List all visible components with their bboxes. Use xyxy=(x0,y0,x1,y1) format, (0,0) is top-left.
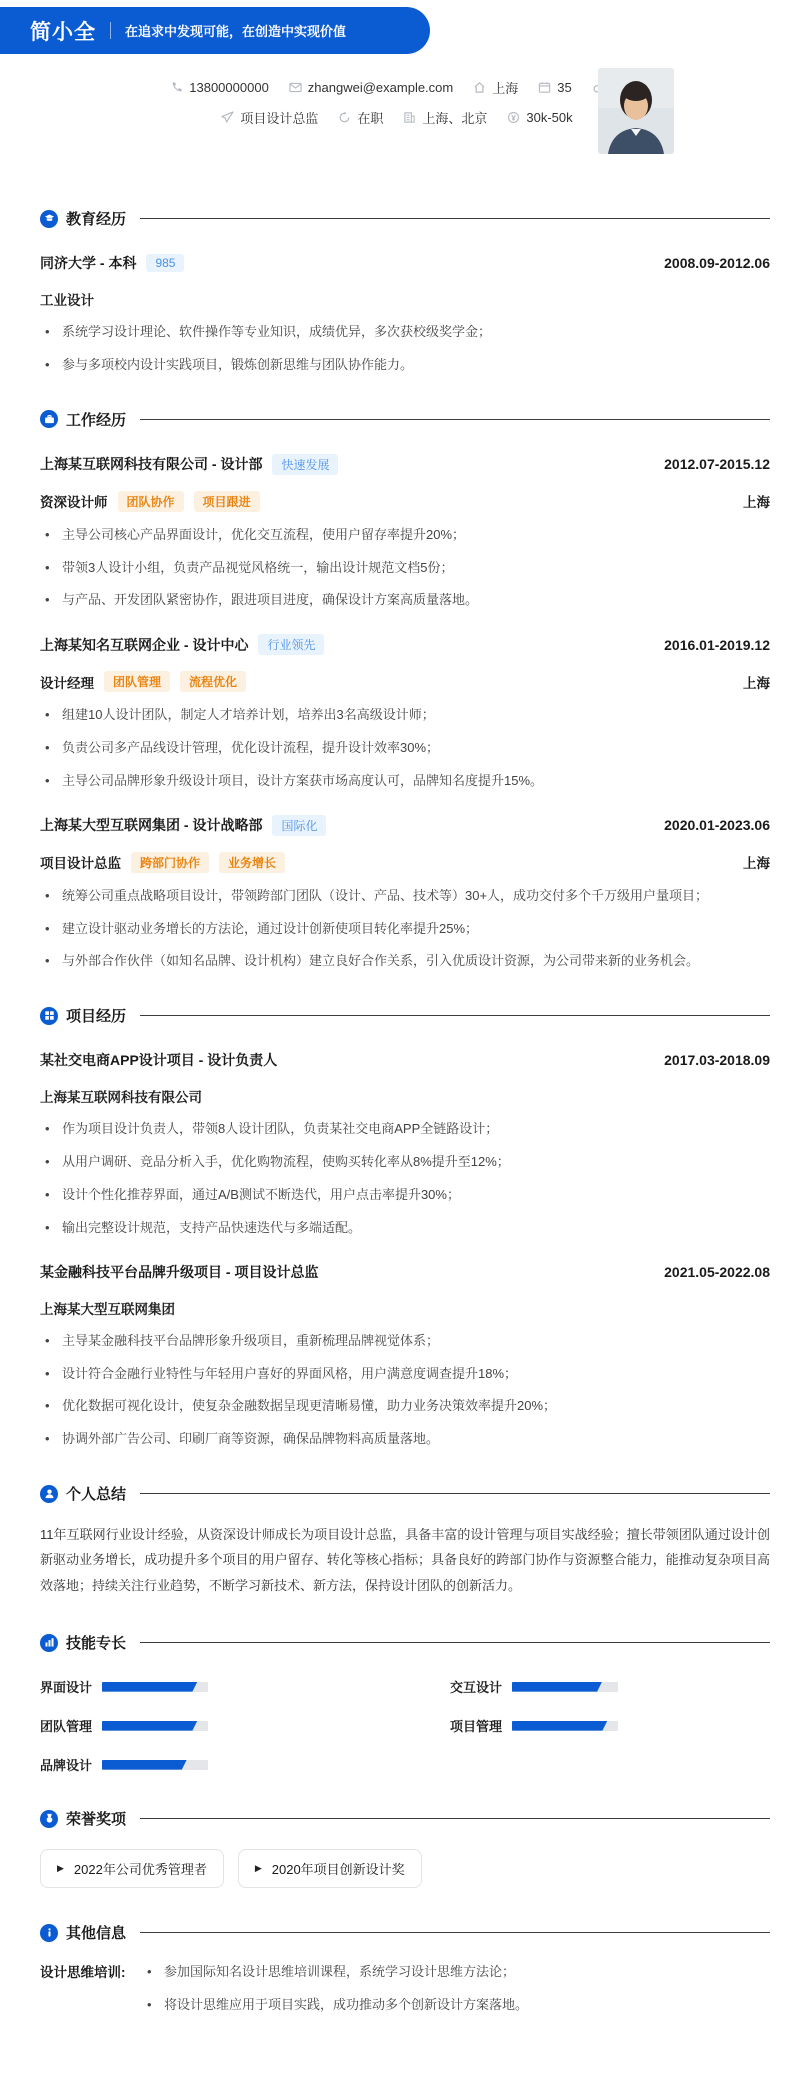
bullet-item: • 设计个性化推荐界面，通过A/B测试不断迭代，用户点击率提升30%； xyxy=(40,1186,770,1205)
bullet-item: • 参与多项校内设计实践项目，锻炼创新思维与团队协作能力。 xyxy=(40,356,770,375)
date-range: 2012.07-2015.12 xyxy=(664,456,770,473)
contact-text: zhangwei@example.com xyxy=(307,79,454,95)
project-company: 上海某互联网科技有限公司 xyxy=(40,1090,202,1106)
bullet-item: • 参加国际知名设计思维培训课程，系统学习设计思维方法论； xyxy=(142,1963,770,1982)
project-item-header xyxy=(40,1050,770,1070)
work-item-header xyxy=(40,634,770,655)
position-icon xyxy=(221,111,234,124)
contact-block xyxy=(0,54,794,174)
awards-list xyxy=(40,1849,770,1888)
bullet-item: • 作为项目设计负责人，带领8人设计团队，负责某社交电商APP全链路设计； xyxy=(40,1120,770,1139)
expand-arrow-icon: ▶ xyxy=(57,1863,64,1874)
section-title: 项目经历 xyxy=(66,1008,127,1026)
bullet-item: • 与产品、开发团队紧密协作，跟进项目进度，确保设计方案高质量落地。 xyxy=(40,591,770,610)
section-header xyxy=(40,1005,770,1026)
mail-icon xyxy=(289,81,302,94)
skill-label: 交互设计 xyxy=(450,1680,503,1696)
bullet-item: • 统筹公司重点战略项目设计，带领跨部门团队（设计、产品、技术等）30+人，成功交付多个千万级用户量项目； xyxy=(40,887,770,906)
job-title-text: 项目设计总监 xyxy=(40,856,121,872)
contact-item xyxy=(338,108,383,127)
skill-item xyxy=(40,1755,360,1774)
section-header xyxy=(40,208,770,229)
work-icon xyxy=(40,410,58,428)
project-name: 某社交电商APP设计项目 - 设计负责人 xyxy=(40,1052,278,1069)
section-title: 个人总结 xyxy=(66,1486,127,1504)
contact-text: 30k-50k xyxy=(526,109,573,125)
work-item-subheader xyxy=(40,491,770,512)
contact-item xyxy=(221,108,318,127)
contact-text: 13800000000 xyxy=(189,79,269,95)
section-rule xyxy=(140,1493,770,1494)
job-title xyxy=(40,671,246,692)
other-info-label: 设计思维培训: xyxy=(40,1965,126,1981)
contact-text: 上海 xyxy=(492,80,519,96)
job-location: 上海 xyxy=(743,856,770,872)
job-title-text: 设计经理 xyxy=(40,675,94,691)
date-range: 2020.01-2023.06 xyxy=(664,817,770,834)
skill-label: 项目管理 xyxy=(450,1719,503,1735)
bullet-item: • 设计符合金融行业特性与年轻用户喜好的界面风格，用户满意度调查提升18%； xyxy=(40,1365,770,1384)
job-tag: 业务增长 xyxy=(219,852,285,873)
section-title: 其他信息 xyxy=(66,1925,127,1943)
skill-label: 团队管理 xyxy=(40,1719,93,1735)
section-title: 教育经历 xyxy=(66,211,127,228)
company-name: 上海某大型互联网集团 - 设计战略部 xyxy=(40,817,263,834)
profile-photo xyxy=(598,68,674,154)
info-icon xyxy=(40,1924,58,1942)
award-item[interactable] xyxy=(238,1849,422,1888)
job-tag: 流程优化 xyxy=(180,671,246,692)
brand-name: 简小全 xyxy=(30,20,96,44)
job-location: 上海 xyxy=(743,675,770,691)
contact-text: 在职 xyxy=(357,110,384,126)
contact-item xyxy=(507,110,572,125)
company-badge: 快速发展 xyxy=(272,454,338,475)
section-title: 技能专长 xyxy=(66,1635,127,1653)
section-rule xyxy=(140,1015,770,1016)
bullet-list xyxy=(40,1120,770,1237)
date-range: 2017.03-2018.09 xyxy=(664,1052,770,1069)
work-item-subheader xyxy=(40,852,770,873)
work-item-header xyxy=(40,815,770,836)
date-range: 2021.05-2022.08 xyxy=(664,1263,770,1280)
skill-bar-track xyxy=(512,1682,618,1692)
bullet-item: • 主导公司品牌形象升级设计项目，设计方案获市场高度认可，品牌知名度提升15%。 xyxy=(40,772,770,791)
bullet-item: • 负责公司多产品线设计管理，优化设计流程，提升设计效率30%； xyxy=(40,739,770,758)
work-item-subheader xyxy=(40,671,770,692)
section-header xyxy=(40,1632,770,1653)
brand-tagline: 在追求中发现可能，在创造中实现价值 xyxy=(125,24,347,39)
award-label: 2022年公司优秀管理者 xyxy=(73,1862,207,1878)
contact-item xyxy=(538,80,571,95)
work-item-header xyxy=(40,454,770,475)
work-item-left xyxy=(40,454,338,475)
contact-item xyxy=(170,80,269,95)
skill-item xyxy=(450,1677,770,1696)
home-icon xyxy=(473,81,486,94)
work-item-left xyxy=(40,815,326,836)
other-info-row xyxy=(40,1963,770,2015)
skill-label: 界面设计 xyxy=(40,1680,93,1696)
school-badge: 985 xyxy=(146,254,184,272)
summary-text: 11年互联网行业设计经验，从资深设计师成长为项目设计总监，具备丰富的设计管理与项目实战经验；擅长带领团队通过设计创新驱动业务增长，成功提升多个项目的用户留存、转化等核心指标；具备良好的跨部门协作与资源整合能力，能推动复杂项目高效落地；持续关注行业趋势，不断学习新技术、新方法，保持设计团队的创新活力。 xyxy=(40,1527,770,1593)
bullet-item: • 将设计思维应用于项目实践，成功推动多个创新设计方案落地。 xyxy=(142,1996,770,2015)
job-tag: 跨部门协作 xyxy=(131,852,209,873)
education-icon xyxy=(40,210,58,228)
contact-item xyxy=(289,80,453,95)
expand-arrow-icon: ▶ xyxy=(254,1863,262,1874)
school-name: 同济大学 - 本科 xyxy=(40,255,137,271)
contact-text: 上海、北京 xyxy=(422,110,488,126)
section-rule xyxy=(140,419,770,420)
salary-icon xyxy=(507,111,520,124)
bullet-item: • 建立设计驱动业务增长的方法论，通过设计创新使项目转化率提升25%； xyxy=(40,920,770,939)
bullet-list xyxy=(40,706,770,791)
skill-bar-fill xyxy=(102,1682,197,1692)
phone-icon xyxy=(170,81,183,94)
contact-item xyxy=(473,78,518,97)
bullet-item: • 协调外部广告公司、印刷厂商等资源，确保品牌物料高质量落地。 xyxy=(40,1430,770,1449)
section-header xyxy=(40,1483,770,1504)
date-range: 2016.01-2019.12 xyxy=(664,636,770,653)
section-rule xyxy=(140,1642,770,1643)
contact-text: 35 xyxy=(557,79,572,95)
section-rule xyxy=(140,1818,770,1819)
bullet-item: • 系统学习设计理论、软件操作等专业知识，成绩优异，多次获校级奖学金； xyxy=(40,323,770,342)
skills-grid xyxy=(40,1657,770,1774)
bullet-item: • 主导某金融科技平台品牌形象升级项目，重新梳理品牌视觉体系； xyxy=(40,1332,770,1351)
city-icon xyxy=(403,111,416,124)
job-tag: 团队管理 xyxy=(104,671,170,692)
project-item-header xyxy=(40,1262,770,1282)
company-badge: 行业领先 xyxy=(258,634,324,655)
skill-label: 品牌设计 xyxy=(40,1758,93,1774)
work-item-left xyxy=(40,634,324,655)
job-location: 上海 xyxy=(743,495,770,511)
brand-banner xyxy=(0,7,430,54)
bullet-list xyxy=(40,887,770,972)
company-badge: 国际化 xyxy=(272,815,326,836)
bullet-item: • 输出完整设计规范，支持产品快速迭代与多端适配。 xyxy=(40,1219,770,1238)
bullet-list xyxy=(40,323,770,375)
skill-bar-fill xyxy=(102,1760,187,1770)
project-company: 上海某大型互联网集团 xyxy=(40,1301,175,1317)
bullet-item: • 主导公司核心产品界面设计，优化交互流程，使用户留存率提升20%； xyxy=(40,526,770,545)
job-tag: 团队协作 xyxy=(118,491,184,512)
bullet-item: • 带领3人设计小组，负责产品视觉风格统一，输出设计规范文档5份； xyxy=(40,559,770,578)
skill-item xyxy=(40,1677,360,1696)
company-name: 上海某知名互联网企业 - 设计中心 xyxy=(40,636,249,653)
section-title: 工作经历 xyxy=(66,411,127,429)
job-title xyxy=(40,491,260,512)
contact-row-1 xyxy=(0,78,794,96)
section-rule xyxy=(140,218,770,219)
award-label: 2020年项目创新设计奖 xyxy=(271,1862,405,1878)
job-title-text: 资深设计师 xyxy=(40,495,108,511)
section-header xyxy=(40,1808,770,1829)
honor-icon xyxy=(40,1810,58,1828)
skill-bar-fill xyxy=(512,1682,602,1692)
education-item-left xyxy=(40,253,184,273)
section-rule xyxy=(140,1932,770,1933)
project-icon xyxy=(40,1007,58,1025)
resume-page xyxy=(0,7,794,2075)
job-tag: 项目跟进 xyxy=(194,491,260,512)
bullet-item: • 优化数据可视化设计，使复杂金融数据呈现更清晰易懂，助力业务决策效率提升20%； xyxy=(40,1397,770,1416)
section-title: 荣誉奖项 xyxy=(66,1811,127,1829)
section-header xyxy=(40,1922,770,1943)
major-name: 工业设计 xyxy=(40,293,94,308)
bullet-item: • 从用户调研、竞品分析入手，优化购物流程，使购买转化率从8%提升至12%； xyxy=(40,1153,770,1172)
contact-item xyxy=(403,108,487,127)
resume-sections xyxy=(0,208,794,2075)
date-range: 2008.09-2012.06 xyxy=(664,255,770,271)
job-title xyxy=(40,852,285,873)
age-icon xyxy=(538,81,551,94)
education-item-header xyxy=(40,253,770,273)
project-name: 某金融科技平台品牌升级项目 - 项目设计总监 xyxy=(40,1263,319,1280)
bullet-list xyxy=(40,1332,770,1449)
bullet-item: • 组建10人设计团队，制定人才培养计划，培养出3名高级设计师； xyxy=(40,706,770,725)
skill-bar-track xyxy=(102,1760,208,1770)
section-header xyxy=(40,409,770,430)
contact-row-2 xyxy=(0,108,794,126)
skills-icon xyxy=(40,1634,58,1652)
bullet-list xyxy=(40,526,770,611)
bullet-list xyxy=(142,1963,770,2015)
status-icon xyxy=(338,111,351,124)
bullet-item: • 与外部合作伙伴（如知名品牌、设计机构）建立良好合作关系，引入优质设计资源，为公司带来新的业务机会。 xyxy=(40,952,770,971)
company-name: 上海某互联网科技有限公司 - 设计部 xyxy=(40,456,263,473)
award-item[interactable] xyxy=(40,1849,224,1888)
skill-bar-track xyxy=(102,1682,208,1692)
banner-divider xyxy=(110,22,111,39)
user-icon xyxy=(40,1485,58,1503)
contact-text: 项目设计总监 xyxy=(240,110,319,126)
